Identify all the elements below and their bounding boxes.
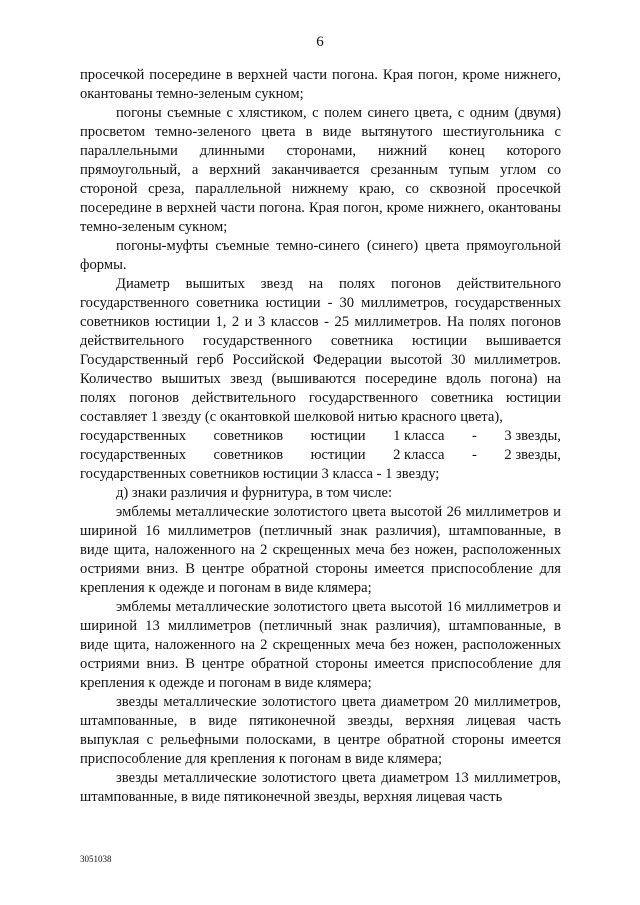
rank-row-cell: - [472,447,477,463]
paragraph-emblem-26mm: эмблемы металлические золотистого цвета высотой 26 миллиметров и шириной 16 миллиметров (петличный знак различия), штампованные, в виде щита, наложенного на 2 скрещенных меча без ножен, расположенных остриями вниз. В центре обратной стороны имеется приспособление для крепления к одежде и погонам в виде клямера; [80,504,561,596]
rank-row-cell: государственных [80,428,187,444]
rank-row-cell: советников [213,428,284,444]
paragraph-sleeve-straps: погоны-муфты съемные темно-синего (синего) цвета прямоугольной формы. [80,238,561,273]
paragraph-insignia-heading: д) знаки различия и фурнитура, в том числе: [116,485,393,501]
paragraph-continuation: просечкой посередине в верхней части погона. Края погон, кроме нижнего, окантованы темно-зеленым сукном; [80,67,561,102]
paragraph-stars-13mm: звезды металлические золотистого цвета диаметром 13 миллиметров, штампованные, в виде пятиконечной звезды, верхняя лицевая часть [80,770,561,805]
paragraph-third-class: государственных советников юстиции 3 класса - 1 звезду; [80,466,440,482]
paragraph-emblem-16mm: эмблемы металлические золотистого цвета высотой 16 миллиметров и шириной 13 миллиметров (петличный знак различия), штампованные, в виде щита, наложенного на 2 скрещенных меча без ножен, расположенных остриями вниз. В центре обратной стороны имеется приспособление для крепления к одежде и погонам в виде клямера; [80,599,561,691]
rank-row-2 [80,446,561,465]
rank-row-cell: 1 класса [393,428,445,444]
paragraph-star-diameter: Диаметр вышитых звезд на полях погонов действительного государственного советника юстиции - 30 миллиметров, государственных советников юстиции 1, 2 и 3 классов - 25 миллиметров. На полях погонов действительного государственного советника юстиции вышивается Государственный герб Российской Федерации высотой 30 миллиметров. Количество вышитых звезд (вышиваются посередине вдоль погона) на полях погонов действительного государственного советника юстиции составляет 1 звезду (с окантовкой шелковой нитью красного цвета), [80,276,561,425]
paragraph-stars-20mm: звезды металлические золотистого цвета диаметром 20 миллиметров, штампованные, в виде пятиконечной звезды, верхняя лицевая часть выпуклая с рельефными полосками, в центре обратной стороны имеется приспособление для крепления к погонам в виде клямера; [80,694,561,767]
document-code: 3051038 [80,854,112,864]
rank-row-cell: юстиции [310,428,366,444]
rank-row-cell: 2 класса [393,447,445,463]
rank-row-cell: 2 звезды, [504,447,561,463]
rank-row-cell: 3 звезды, [504,428,561,444]
rank-row-1 [80,427,561,446]
rank-row-cell: советников [213,447,284,463]
page-number: 6 [316,34,324,50]
rank-row-cell: государственных [80,447,187,463]
paragraph-shoulder-straps: погоны съемные с хлястиком, с полем синего цвета, с одним (двумя) просветом темно-зеленого цвета в виде вытянутого шестиугольника с параллельными длинными сторонами, нижний конец которого прямоугольный, а верхний заканчивается срезанным тупым углом со стороной среза, параллельной нижнему краю, со сквозной просечкой посередине в верхней части погона. Края погон, кроме нижнего, окантованы темно-зеленым сукном; [80,105,561,235]
rank-row-cell: - [472,428,477,444]
document-body [80,66,561,807]
rank-row-cell: юстиции [310,447,366,463]
